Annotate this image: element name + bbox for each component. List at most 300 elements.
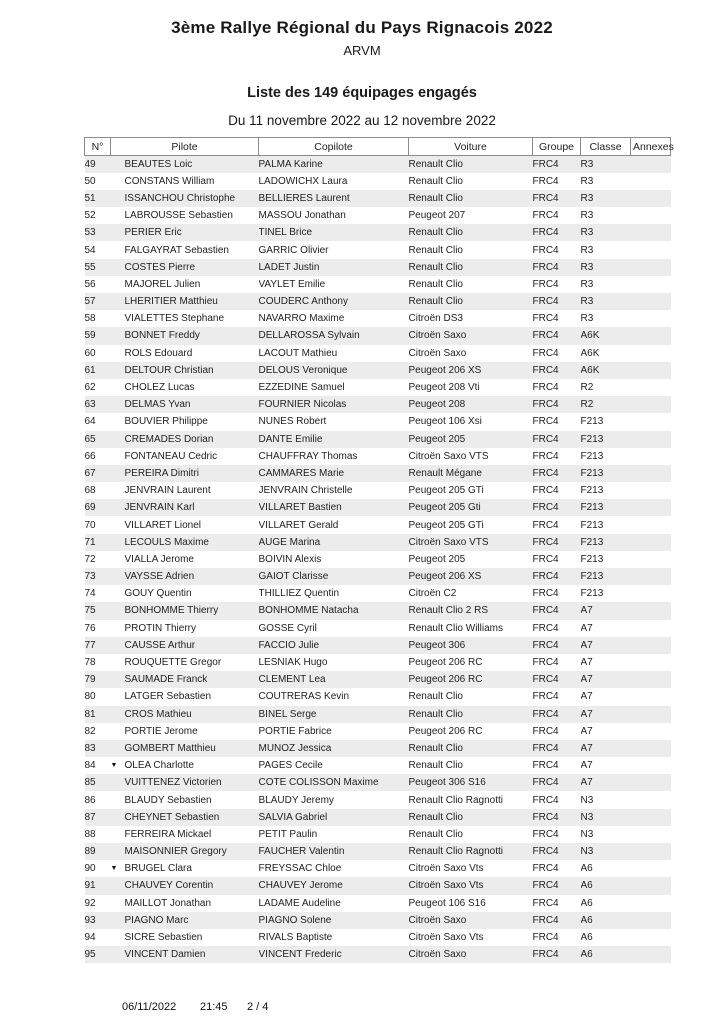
class-value: R3: [580, 313, 594, 325]
entry-number: 83: [84, 742, 96, 754]
group-value: FRC4: [532, 674, 559, 686]
pilote-name: [111, 499, 259, 516]
pilote-name-text: BRUGEL Clara: [124, 863, 192, 875]
pilote-name: [111, 912, 259, 929]
page-title: 3ème Rallye Régional du Pays Rignacois 2022: [171, 18, 553, 37]
pilote-name: [111, 190, 259, 207]
entry-number: 94: [84, 932, 96, 944]
pilote-name: [111, 482, 259, 499]
table-row: [85, 551, 671, 568]
copilote-name: COUDERC Anthony: [258, 296, 348, 308]
column-header-copilote: Copilote: [259, 138, 409, 156]
car-model: Renault Clio: [408, 192, 463, 204]
table-row: [85, 276, 671, 293]
annexes-value: [631, 276, 671, 293]
class-value: N3: [580, 846, 594, 858]
car-model: Renault Clio: [408, 828, 463, 840]
pilote-name: [111, 276, 259, 293]
entry-number: 54: [84, 244, 96, 256]
copilote-name: LADAME Audeline: [258, 897, 341, 909]
car-model: Citroën Saxo: [408, 330, 467, 342]
entry-number: 88: [84, 828, 96, 840]
pilote-name-text: LABROUSSE Sebastien: [124, 210, 233, 222]
pilote-name: [111, 551, 259, 568]
group-value: FRC4: [532, 485, 559, 497]
group-value: FRC4: [532, 657, 559, 669]
annexes-value: [631, 327, 671, 344]
pilote-name-text: PIAGNO Marc: [124, 914, 189, 926]
annexes-value: [631, 946, 671, 963]
pilote-name-text: VIALETTES Stephane: [124, 313, 225, 325]
table-row: [85, 843, 671, 860]
annexes-value: [631, 413, 671, 430]
entry-number: 92: [84, 897, 96, 909]
pilote-name-text: CROS Mathieu: [124, 708, 192, 720]
table-row: [85, 860, 671, 877]
table-row: [85, 448, 671, 465]
class-value: A6K: [580, 347, 600, 359]
group-value: FRC4: [532, 450, 559, 462]
car-model: Renault Clio: [408, 261, 463, 273]
car-model: Renault Clio: [408, 158, 463, 170]
pilote-name-text: LATGER Sebastien: [124, 691, 212, 703]
table-row: [85, 224, 671, 241]
table-row: [85, 637, 671, 654]
entry-number: 57: [84, 296, 96, 308]
class-value: R3: [580, 158, 594, 170]
car-model: Peugeot 206 RC: [408, 657, 483, 669]
annexes-value: [631, 688, 671, 705]
car-model: Peugeot 205: [408, 433, 466, 445]
class-value: A6: [580, 880, 593, 892]
copilote-name: PETIT Paulin: [258, 828, 318, 840]
annexes-value: [631, 654, 671, 671]
group-value: FRC4: [532, 639, 559, 651]
pilote-name-text: CHOLEZ Lucas: [124, 382, 195, 394]
table-row: [85, 534, 671, 551]
pilote-name-text: VAYSSE Adrien: [124, 571, 195, 583]
copilote-name: LADOWICHX Laura: [258, 175, 348, 187]
group-value: FRC4: [532, 536, 559, 548]
entry-number: 86: [84, 794, 96, 806]
pilote-name: [111, 946, 259, 963]
annexes-value: [631, 912, 671, 929]
table-row: [85, 207, 671, 224]
pilote-name: [111, 259, 259, 276]
pilote-name-text: CHAUVEY Corentin: [124, 880, 214, 892]
table-row: [85, 912, 671, 929]
car-model: Renault Mégane: [408, 467, 482, 479]
entry-number: 51: [84, 192, 96, 204]
car-model: Citroën Saxo: [408, 914, 467, 926]
copilote-name: BELLIERES Laurent: [258, 192, 350, 204]
car-model: Peugeot 205 GTi: [408, 519, 484, 531]
pilote-name: [111, 224, 259, 241]
header-row: [85, 138, 671, 156]
class-value: F213: [580, 536, 604, 548]
car-model: Peugeot 206 RC: [408, 674, 483, 686]
annexes-value: [631, 224, 671, 241]
female-driver-icon: ▼: [110, 762, 118, 770]
class-value: A7: [580, 691, 593, 703]
document-header: [0, 0, 724, 128]
entry-number: 75: [84, 605, 96, 617]
pilote-name: [111, 310, 259, 327]
car-model: Renault Clio: [408, 811, 463, 823]
pilote-name-text: CREMADES Dorian: [124, 433, 214, 445]
group-value: FRC4: [532, 811, 559, 823]
annexes-value: [631, 860, 671, 877]
car-model: Peugeot 306 S16: [408, 777, 486, 789]
copilote-name: VINCENT Frederic: [258, 949, 342, 961]
table-row: [85, 173, 671, 190]
pilote-name: [111, 379, 259, 396]
pilote-name-text: VILLARET Lionel: [124, 519, 202, 531]
class-value: A7: [580, 708, 593, 720]
annexes-value: [631, 671, 671, 688]
car-model: Renault Clio: [408, 691, 463, 703]
pilote-name: [111, 740, 259, 757]
entry-number: 80: [84, 691, 96, 703]
car-model: Peugeot 206 XS: [408, 364, 482, 376]
copilote-name: DELLAROSSA Sylvain: [258, 330, 360, 342]
class-value: R3: [580, 244, 594, 256]
table-row: [85, 345, 671, 362]
class-value: A6: [580, 863, 593, 875]
copilote-name: LESNIAK Hugo: [258, 657, 328, 669]
car-model: Peugeot 207: [408, 210, 466, 222]
annexes-value: [631, 895, 671, 912]
pilote-name: [111, 516, 259, 533]
pilote-name-text: FERREIRA Mickael: [124, 828, 212, 840]
copilote-name: THILLIEZ Quentin: [258, 588, 340, 600]
annexes-value: [631, 843, 671, 860]
group-value: FRC4: [532, 691, 559, 703]
car-model: Peugeot 106 Xsi: [408, 416, 482, 428]
group-value: FRC4: [532, 794, 559, 806]
entry-number: 59: [84, 330, 96, 342]
event-date-range: Du 11 novembre 2022 au 12 novembre 2022: [228, 113, 496, 128]
column-header-groupe: Groupe: [533, 138, 581, 156]
class-value: A6K: [580, 330, 600, 342]
pilote-name-text: VINCENT Damien: [124, 949, 206, 961]
pilote-name-text: OLEA Charlotte: [124, 760, 194, 772]
class-value: A7: [580, 657, 593, 669]
annexes-value: [631, 173, 671, 190]
copilote-name: COUTRERAS Kevin: [258, 691, 350, 703]
entry-number: 58: [84, 313, 96, 325]
pilote-name-text: BONNET Freddy: [124, 330, 200, 342]
pilote-name-text: DELTOUR Christian: [124, 364, 214, 376]
pilote-name-text: VIALLA Jerome: [124, 553, 194, 565]
annexes-value: [631, 379, 671, 396]
pilote-name-text: ROLS Edouard: [124, 347, 193, 359]
pilote-name-text: DELMAS Yvan: [124, 399, 191, 411]
pilote-name: [111, 602, 259, 619]
copilote-name: GAIOT Clarisse: [258, 571, 329, 583]
table-row: [85, 568, 671, 585]
pilote-name-text: LHERITIER Matthieu: [124, 296, 218, 308]
car-model: Renault Clio: [408, 175, 463, 187]
copilote-name: JENVRAIN Christelle: [258, 485, 353, 497]
annexes-value: [631, 877, 671, 894]
annexes-value: [631, 706, 671, 723]
pilote-name-text: JENVRAIN Karl: [124, 502, 195, 514]
organizer-name: ARVM: [343, 43, 381, 58]
entry-number: 60: [84, 347, 96, 359]
car-model: Peugeot 205: [408, 553, 466, 565]
entry-number: 90: [84, 863, 96, 875]
car-model: Renault Clio: [408, 227, 463, 239]
pilote-name: [111, 396, 259, 413]
entry-number: 77: [84, 639, 96, 651]
table-row: [85, 482, 671, 499]
group-value: FRC4: [532, 296, 559, 308]
copilote-name: DELOUS Veronique: [258, 364, 348, 376]
group-value: FRC4: [532, 416, 559, 428]
table-row: [85, 706, 671, 723]
group-value: FRC4: [532, 347, 559, 359]
annexes-value: [631, 791, 671, 808]
table-row: [85, 310, 671, 327]
annexes-value: [631, 809, 671, 826]
annexes-value: [631, 826, 671, 843]
pilote-name: [111, 585, 259, 602]
copilote-name: PAGES Cecile: [258, 760, 323, 772]
car-model: Citroën Saxo VTS: [408, 536, 489, 548]
copilote-name: LACOUT Mathieu: [258, 347, 338, 359]
car-model: Renault Clio: [408, 708, 463, 720]
class-value: A7: [580, 760, 593, 772]
pilote-name-text: PORTIE Jerome: [124, 725, 198, 737]
pilote-name: [111, 826, 259, 843]
copilote-name: BLAUDY Jeremy: [258, 794, 334, 806]
entry-number: 61: [84, 364, 96, 376]
annexes-value: [631, 431, 671, 448]
entry-table-header: [85, 138, 674, 156]
entry-number: 82: [84, 725, 96, 737]
pilote-name-text: FALGAYRAT Sebastien: [124, 244, 229, 256]
annexes-value: [631, 241, 671, 258]
class-value: F213: [580, 485, 604, 497]
car-model: Citroën DS3: [408, 313, 463, 325]
annexes-value: [631, 637, 671, 654]
car-model: Peugeot 205 GTi: [408, 485, 484, 497]
pilote-name-text: CONSTANS William: [124, 175, 215, 187]
pilote-name: [111, 293, 259, 310]
annexes-value: [631, 499, 671, 516]
annexes-value: [631, 465, 671, 482]
car-model: Renault Clio: [408, 742, 463, 754]
group-value: FRC4: [532, 914, 559, 926]
entry-number: 70: [84, 519, 96, 531]
entry-number: 89: [84, 846, 96, 858]
car-model: Citroën C2: [408, 588, 457, 600]
annexes-value: [631, 482, 671, 499]
group-value: FRC4: [532, 227, 559, 239]
pilote-name-text: MAILLOT Jonathan: [124, 897, 212, 909]
group-value: FRC4: [532, 313, 559, 325]
class-value: A7: [580, 777, 593, 789]
pilote-name-text: PEREIRA Dimitri: [124, 467, 199, 479]
table-row: [85, 259, 671, 276]
car-model: Peugeot 206 XS: [408, 571, 482, 583]
pilote-name-text: VUITTENEZ Victorien: [124, 777, 222, 789]
pilote-name-text: CHEYNET Sebastien: [124, 811, 220, 823]
table-row: [85, 809, 671, 826]
car-model: Renault Clio Ragnotti: [408, 794, 503, 806]
table-row: [85, 431, 671, 448]
entry-number: 72: [84, 553, 96, 565]
class-value: R3: [580, 175, 594, 187]
entry-number: 50: [84, 175, 96, 187]
class-value: N3: [580, 828, 594, 840]
pilote-name-text: BONHOMME Thierry: [124, 605, 219, 617]
car-model: Peugeot 208: [408, 399, 466, 411]
entry-number: 69: [84, 502, 96, 514]
class-value: F213: [580, 467, 604, 479]
pilote-name: [111, 431, 259, 448]
annexes-value: [631, 190, 671, 207]
car-model: Renault Clio 2 RS: [408, 605, 488, 617]
copilote-name: CAMMARES Marie: [258, 467, 345, 479]
table-row: [85, 740, 671, 757]
group-value: FRC4: [532, 175, 559, 187]
pilote-name: [111, 465, 259, 482]
entry-number: 66: [84, 450, 96, 462]
entry-number: 67: [84, 467, 96, 479]
annexes-value: [631, 757, 671, 774]
entry-number: 84: [84, 760, 96, 772]
entry-number: 74: [84, 588, 96, 600]
group-value: FRC4: [532, 192, 559, 204]
entry-number: 93: [84, 914, 96, 926]
class-value: R3: [580, 296, 594, 308]
pilote-name: [111, 843, 259, 860]
table-row: [85, 516, 671, 533]
annexes-value: [631, 516, 671, 533]
table-row: [85, 602, 671, 619]
class-value: A7: [580, 639, 593, 651]
entry-number: 95: [84, 949, 96, 961]
copilote-name: CHAUVEY Jerome: [258, 880, 343, 892]
table-row: [85, 413, 671, 430]
annexes-value: [631, 534, 671, 551]
pilote-name: [111, 877, 259, 894]
group-value: FRC4: [532, 605, 559, 617]
annexes-value: [631, 448, 671, 465]
car-model: Renault Clio: [408, 244, 463, 256]
group-value: FRC4: [532, 467, 559, 479]
pilote-name: [111, 173, 259, 190]
car-model: Peugeot 208 Vti: [408, 382, 480, 394]
copilote-name: RIVALS Baptiste: [258, 932, 333, 944]
pilote-name: [111, 207, 259, 224]
pilote-name: [111, 688, 259, 705]
table-row: [85, 620, 671, 637]
annexes-value: [631, 156, 671, 173]
group-value: FRC4: [532, 932, 559, 944]
annexes-value: [631, 774, 671, 791]
table-row: [85, 757, 671, 774]
pilote-name: [111, 362, 259, 379]
pilote-name: [111, 929, 259, 946]
car-model: Citroën Saxo VTS: [408, 450, 489, 462]
car-model: Citroën Saxo: [408, 949, 467, 961]
entry-number: 63: [84, 399, 96, 411]
car-model: Peugeot 106 S16: [408, 897, 486, 909]
pilote-name-text: MAJOREL Julien: [124, 278, 201, 290]
car-model: Renault Clio Williams: [408, 622, 503, 634]
entry-number: 71: [84, 536, 96, 548]
pilote-name: [111, 327, 259, 344]
copilote-name: NUNES Robert: [258, 416, 327, 428]
column-header-voiture: Voiture: [409, 138, 533, 156]
group-value: FRC4: [532, 210, 559, 222]
copilote-name: BINEL Serge: [258, 708, 317, 720]
group-value: FRC4: [532, 364, 559, 376]
entry-number: 79: [84, 674, 96, 686]
class-value: R3: [580, 261, 594, 273]
entry-number: 62: [84, 382, 96, 394]
entry-table: [84, 137, 674, 963]
list-title: Liste des 149 équipages engagés: [247, 85, 477, 101]
car-model: Renault Clio: [408, 296, 463, 308]
pilote-name: [111, 774, 259, 791]
group-value: FRC4: [532, 846, 559, 858]
pilote-name: [111, 448, 259, 465]
pilote-name-text: MAISONNIER Gregory: [124, 846, 227, 858]
group-value: FRC4: [532, 880, 559, 892]
pilote-name: [111, 706, 259, 723]
pilote-name-text: CAUSSE Arthur: [124, 639, 196, 651]
pilote-name-text: JENVRAIN Laurent: [124, 485, 211, 497]
pilote-name-text: BOUVIER Philippe: [124, 416, 208, 428]
car-model: Peugeot 306: [408, 639, 466, 651]
copilote-name: SALVIA Gabriel: [258, 811, 328, 823]
entry-number: 81: [84, 708, 96, 720]
car-model: Citroën Saxo: [408, 347, 467, 359]
car-model: Citroën Saxo Vts: [408, 863, 484, 875]
entry-number: 56: [84, 278, 96, 290]
column-header-pilote: Pilote: [111, 138, 259, 156]
entry-number: 76: [84, 622, 96, 634]
copilote-name: FOURNIER Nicolas: [258, 399, 347, 411]
class-value: F213: [580, 553, 604, 565]
copilote-name: VILLARET Gerald: [258, 519, 339, 531]
class-value: F213: [580, 571, 604, 583]
annexes-value: [631, 602, 671, 619]
group-value: FRC4: [532, 863, 559, 875]
pilote-name-text: FONTANEAU Cedric: [124, 450, 218, 462]
entry-number: 68: [84, 485, 96, 497]
entry-number: 49: [84, 158, 96, 170]
table-row: [85, 241, 671, 258]
group-value: FRC4: [532, 382, 559, 394]
pilote-name: [111, 757, 259, 774]
column-header-classe: Classe: [581, 138, 631, 156]
group-value: FRC4: [532, 760, 559, 772]
class-value: N3: [580, 794, 594, 806]
group-value: FRC4: [532, 261, 559, 273]
group-value: FRC4: [532, 571, 559, 583]
pilote-name-text: BLAUDY Sebastien: [124, 794, 212, 806]
pilote-name-text: SAUMADE Franck: [124, 674, 208, 686]
table-row: [85, 293, 671, 310]
car-model: Renault Clio: [408, 278, 463, 290]
table-row: [85, 362, 671, 379]
table-row: [85, 929, 671, 946]
